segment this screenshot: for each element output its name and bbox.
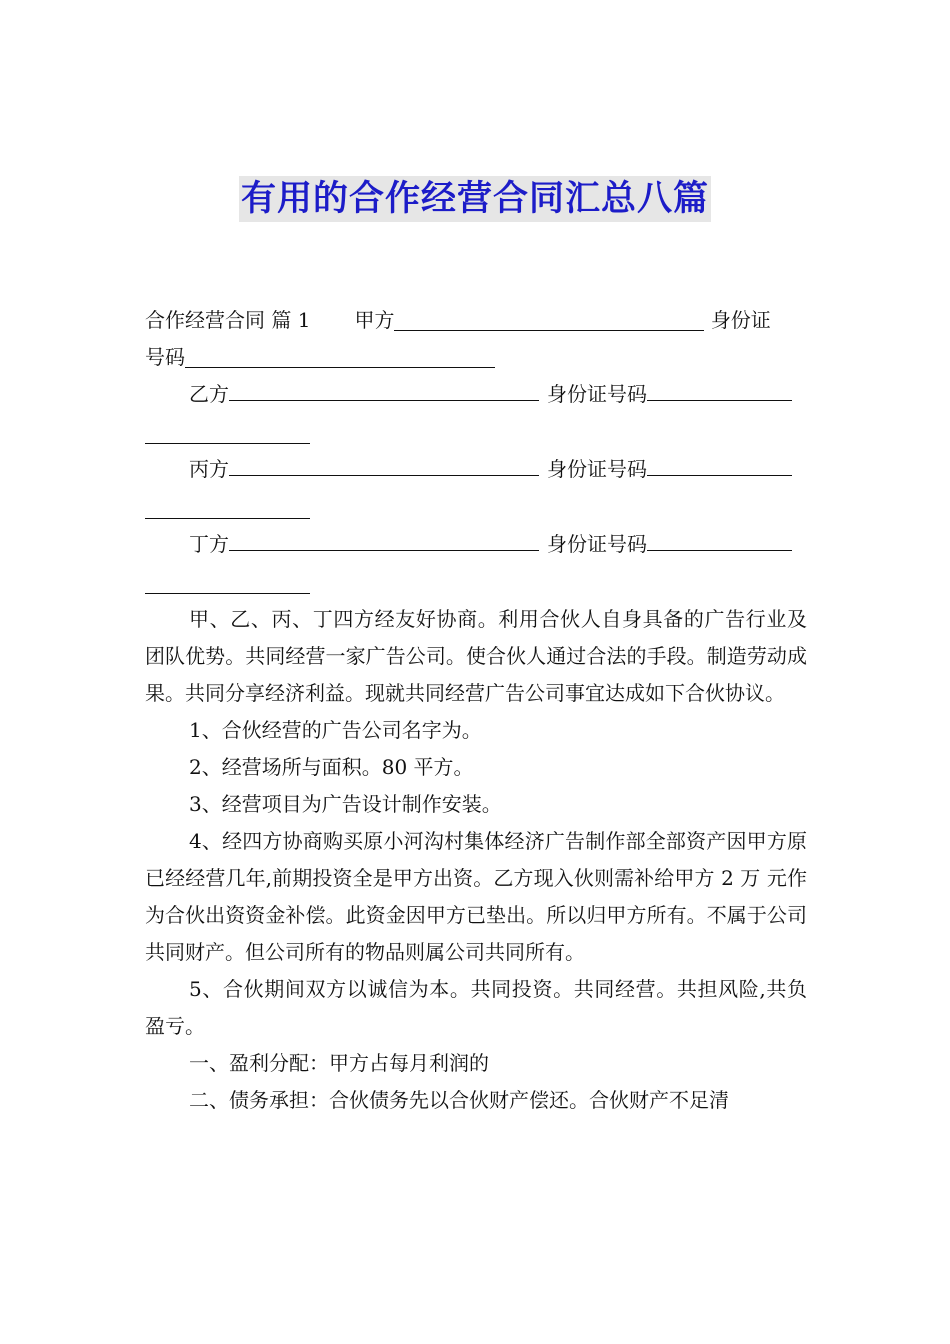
intro-paragraph: 甲、乙、丙、丁四方经友好协商。利用合伙人自身具备的广告行业及团队优势。共同经营一家广告公司。使合伙人通过合法的手段。制造劳动成果。共同分享经济利益。现就共同经营广告公司事宜达成如下合伙协议。 <box>145 607 807 705</box>
party-d-row <box>145 526 807 563</box>
party-d-label: 丁方 <box>189 532 229 556</box>
clause-5: 5、合伙期间双方以诚信为本。共同投资。共同经营。共担风险,共负盈亏。 <box>145 977 807 1038</box>
document-body <box>145 302 807 1119</box>
clause-2: 2、经营场所与面积。80 平方。 <box>189 755 474 779</box>
section-label: 合作经营合同 篇 1 <box>145 308 311 332</box>
party-a-label: 甲方 <box>354 308 395 332</box>
party-b-blank <box>229 376 539 401</box>
party-c-row <box>145 451 807 488</box>
party-b-label: 乙方 <box>189 382 229 406</box>
party-c-id-blank-cont <box>145 488 310 519</box>
party-c-id-label: 身份证号码 <box>547 457 647 481</box>
party-a-id-label-1: 身份证 <box>710 308 771 332</box>
party-d-blank <box>229 526 539 551</box>
document-title: 有用的合作经营合同汇总八篇 <box>239 176 711 222</box>
party-a-blank <box>394 306 704 331</box>
party-d-id-label: 身份证号码 <box>547 532 647 556</box>
party-c-label: 丙方 <box>189 457 229 481</box>
party-c-blank <box>229 451 539 476</box>
debt-clause: 二、债务承担：合伙债务先以合伙财产偿还。合伙财产不足清 <box>189 1088 729 1112</box>
party-d-id-blank <box>647 526 792 551</box>
party-b-id-blank <box>647 376 792 401</box>
clause-1: 1、合伙经营的广告公司名字为。 <box>189 718 482 742</box>
party-c-id-blank <box>647 451 792 476</box>
profit-clause: 一、盈利分配：甲方占每月利润的 <box>189 1051 489 1075</box>
party-b-id-label: 身份证号码 <box>547 382 647 406</box>
party-d-id-blank-cont <box>145 563 310 594</box>
party-b-row <box>145 376 807 413</box>
clause-4: 4、经四方协商购买原小河沟村集体经济广告制作部全部资产因甲方原已经经营几年,前期投资全是甲方出资。乙方现入伙则需补给甲方 2 万 元作为合伙出资资金补偿。此资金因甲方已垫出。所以归甲方所有。不属于公司共同财产。但公司所有的物品则属公司共同所有。 <box>145 829 807 964</box>
clause-3: 3、经营项目为广告设计制作安装。 <box>189 792 502 816</box>
party-a-id-blank <box>185 343 495 368</box>
header-line <box>145 302 807 339</box>
title-container <box>0 176 950 222</box>
party-b-id-blank-cont <box>145 413 310 444</box>
party-a-id-label-2: 号码 <box>145 345 185 369</box>
header-line-2 <box>145 339 807 376</box>
